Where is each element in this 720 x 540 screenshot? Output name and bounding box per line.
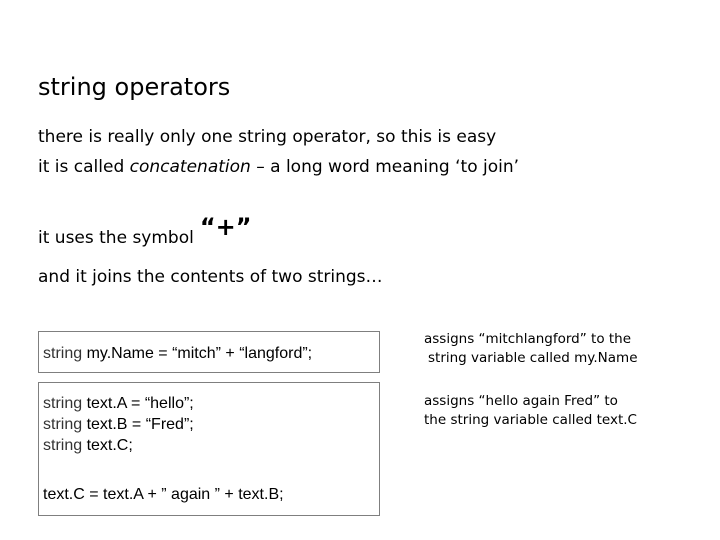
- symbol-prefix: it uses the symbol: [38, 228, 194, 248]
- code-spacer: [43, 456, 375, 484]
- intro-line-2: [38, 156, 519, 178]
- symbol-line: [38, 213, 252, 249]
- example-2-note-line-1: assigns “hello again Fred” to: [424, 393, 618, 409]
- intro-line-2-prefix: it is called: [38, 157, 130, 177]
- slide-title: string operators: [38, 73, 231, 101]
- example-2-note: [424, 392, 637, 430]
- code-keyword: string: [43, 345, 83, 362]
- code-text: text.A = “hello”;: [82, 395, 194, 412]
- code-example-1: [38, 331, 380, 373]
- code-text: my.Name = “mitch” + “langford”;: [82, 345, 313, 362]
- code-line-1: [43, 393, 375, 414]
- example-2-note-line-2: the string variable called text.C: [424, 412, 637, 428]
- code-keyword: string: [43, 416, 83, 433]
- intro-line-1: there is really only one string operator, so this is easy: [38, 127, 497, 147]
- joins-line: and it joins the contents of two strings…: [38, 267, 383, 287]
- code-keyword: string: [43, 437, 83, 454]
- code-text: text.B = “Fred”;: [82, 416, 194, 433]
- intro-line-2-suffix: – a long word meaning ‘to join’: [250, 157, 520, 177]
- code-keyword: string: [43, 395, 83, 412]
- example-1-note-line-2: string variable called my.Name: [428, 350, 638, 366]
- code-line-3: [43, 435, 375, 456]
- code-example-2: [38, 382, 380, 516]
- concatenation-term: concatenation: [129, 157, 251, 177]
- code-line-4: text.C = text.A + ” again ” + text.B;: [43, 486, 284, 503]
- plus-symbol: “+”: [199, 213, 252, 241]
- code-line-2: [43, 414, 375, 435]
- code-text: text.C;: [82, 437, 133, 454]
- example-1-note-line-1: assigns “mitchlangford” to the: [424, 331, 632, 347]
- example-1-note: [424, 330, 638, 368]
